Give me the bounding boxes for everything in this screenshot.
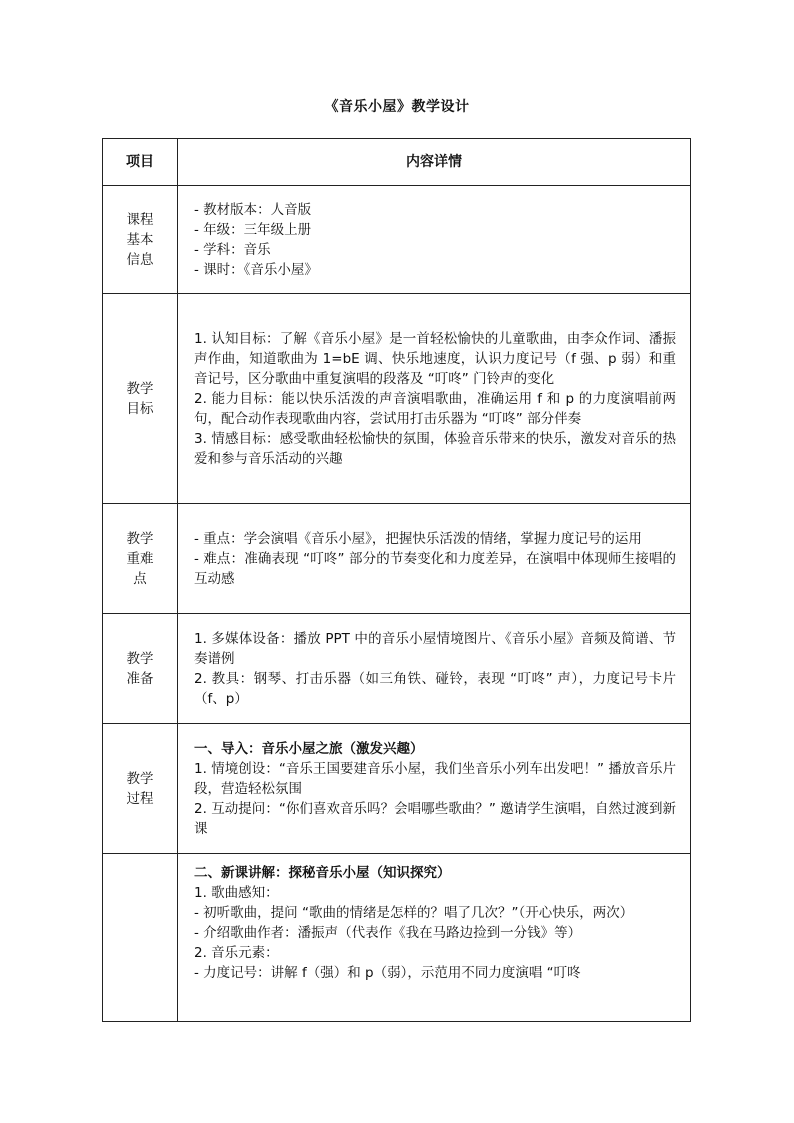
- header-content: 内容详情: [178, 139, 691, 186]
- header-item: 项目: [103, 139, 178, 186]
- content-line: - 课时：《音乐小屋》: [194, 261, 318, 278]
- content-line: - 力度记号：讲解 f（强）和 p（弱），示范用不同力度演唱 “叮咚: [194, 965, 581, 981]
- label-line: 课程: [126, 211, 154, 228]
- row-content: [178, 504, 691, 614]
- row-label: [103, 186, 178, 294]
- content-line: - 年级：三年级上册: [194, 221, 312, 238]
- label-line: 教学: [126, 530, 154, 547]
- content-line: 2. 音乐元素：: [194, 945, 279, 961]
- row-preparation: [103, 614, 691, 724]
- content-line: 2. 能力目标：能以快乐活泼的声音演唱歌曲，准确运用 f 和 p 的力度演唱前两句，配合动作表现歌曲内容，尝试用打击乐器为 “叮咚” 部分伴奏: [194, 390, 676, 427]
- label-line: 准备: [126, 670, 154, 687]
- row-content: [178, 614, 691, 724]
- section-heading: 一、导入：音乐小屋之旅（激发兴趣）: [194, 740, 424, 757]
- label-line: 教学: [126, 770, 154, 787]
- row-label: [103, 504, 178, 614]
- row-label: [103, 294, 178, 504]
- label-line: 教学: [126, 650, 154, 667]
- content-line: 1. 情境创设：“音乐王国要建音乐小屋，我们坐音乐小列车出发吧！” 播放音乐片段，营造轻松氛围: [194, 760, 676, 797]
- label-line: 教学: [126, 380, 154, 397]
- content-line: 3. 情感目标：感受歌曲轻松愉快的氛围，体验音乐带来的快乐，激发对音乐的热爱和参与音乐活动的兴趣: [194, 430, 676, 467]
- content-line: - 学科：音乐: [194, 241, 271, 258]
- content-line: 1. 多媒体设备：播放 PPT 中的音乐小屋情境图片、《音乐小屋》音频及简谱、节奏谱例: [194, 630, 676, 667]
- row-content: [178, 186, 691, 294]
- row-label: [103, 614, 178, 724]
- content-line: - 初听歌曲，提问 “歌曲的情绪是怎样的？唱了几次？”（开心快乐，两次）: [194, 905, 634, 921]
- content-line: - 介绍歌曲作者：潘振声（代表作《我在马路边捡到一分钱》等）: [194, 925, 582, 941]
- section-heading: 二、新课讲解：探秘音乐小屋（知识探究）: [194, 865, 451, 881]
- row-label-empty: [103, 854, 178, 1022]
- content-line: 2. 互动提问：“你们喜欢音乐吗？会唱哪些歌曲？” 邀请学生演唱，自然过渡到新课: [194, 800, 676, 837]
- label-line: 目标: [126, 400, 154, 417]
- content-line: 1. 歌曲感知：: [194, 885, 279, 901]
- row-course-info: [103, 186, 691, 294]
- row-content: [178, 724, 691, 854]
- label-line: 信息: [126, 251, 154, 268]
- label-line: 重难: [126, 550, 154, 567]
- row-teaching-goals: [103, 294, 691, 504]
- label-line: 点: [133, 570, 147, 587]
- row-process: [103, 724, 691, 854]
- label-line: 过程: [126, 790, 154, 807]
- content-line: - 教材版本：人音版: [194, 201, 312, 218]
- label-line: 基本: [126, 231, 154, 248]
- row-content: [178, 294, 691, 504]
- table-header-row: [103, 139, 691, 186]
- content-line: 2. 教具：钢琴、打击乐器（如三角铁、碰铃，表现 “叮咚” 声），力度记号卡片（f、p）: [194, 670, 676, 707]
- row-content: [178, 854, 691, 1022]
- row-new-lesson: [103, 854, 691, 1022]
- row-key-points: [103, 504, 691, 614]
- content-line: - 难点：准确表现 “叮咚” 部分的节奏变化和力度差异，在演唱中体现师生接唱的互动感: [194, 550, 676, 587]
- content-line: 1. 认知目标：了解《音乐小屋》是一首轻松愉快的儿童歌曲，由李众作词、潘振声作曲，知道歌曲为 1=bE 调、快乐地速度，认识力度记号（f 强、p 弱）和重音记号，区分歌曲中重复演唱的段落及 “叮咚” 门铃声的变化: [194, 330, 676, 387]
- content-line: - 重点：学会演唱《音乐小屋》，把握快乐活泼的情绪，掌握力度记号的运用: [194, 530, 642, 547]
- document-title: 《音乐小屋》教学设计: [324, 99, 470, 115]
- row-label: [103, 724, 178, 854]
- lesson-plan-table: [102, 138, 691, 1022]
